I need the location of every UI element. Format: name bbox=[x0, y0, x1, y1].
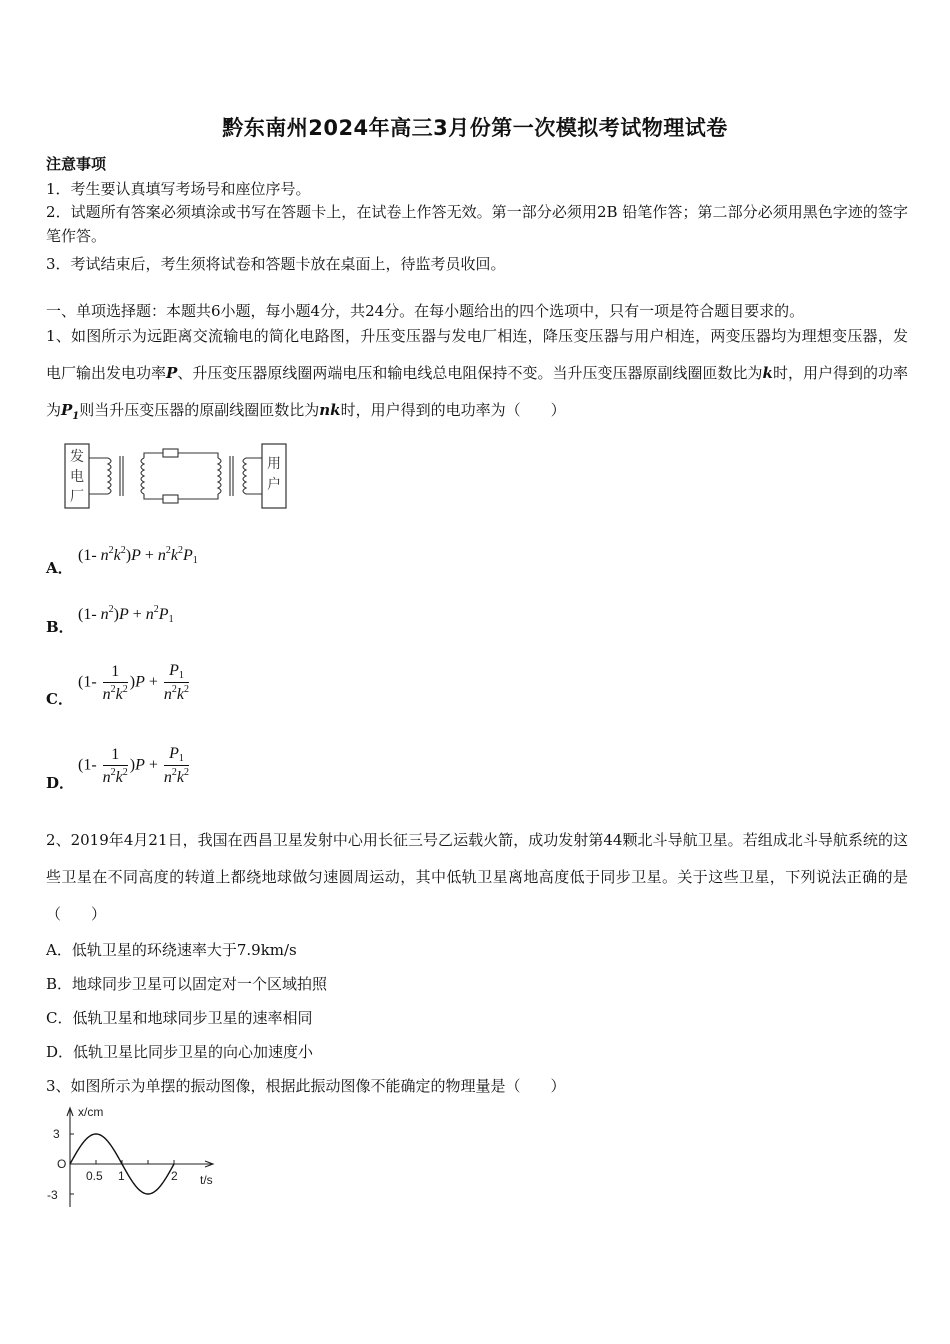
q1-symbol-P: P bbox=[166, 364, 178, 382]
question-1-stem bbox=[46, 318, 908, 435]
q1-symbol-k: k bbox=[762, 364, 773, 382]
q2-option-d: D．低轨卫星比同步卫星的向心加速度小 bbox=[46, 1043, 314, 1061]
q1-option-d-label: D． bbox=[46, 774, 75, 792]
step-down-secondary-coil bbox=[243, 458, 246, 494]
power-plant-label-2: 电 bbox=[70, 468, 84, 484]
q1-text-c: 时，用户得到的功率为 bbox=[46, 364, 908, 419]
notice-item-2: 2．试题所有答案必须填涂或书写在答题卡上，在试卷上作答无效。第一部分必须用2B 铅笔作答；第二部分必须用黑色字迹的签字笔作答。 bbox=[46, 203, 908, 245]
step-up-secondary-coil bbox=[141, 458, 144, 494]
y-tick-top: 3 bbox=[53, 1127, 60, 1141]
page-title: 黔东南州2024年高三3月份第一次模拟考试物理试卷 bbox=[222, 116, 728, 140]
section-heading: 一、单项选择题：本题共6小题，每小题4分，共24分。在每小题给出的四个选项中，只有一项是符合题目要求的。 bbox=[46, 302, 805, 320]
step-up-primary-coil bbox=[108, 458, 111, 494]
user-label-2: 户 bbox=[267, 476, 281, 492]
q1-text-e: 时，用户得到的电功率为（ ） bbox=[340, 401, 566, 419]
q1-option-d-formula: (1- $\frac{1}{n^2k^2}$ )P + $\frac{P1}{n^2k^2}$ bbox=[78, 745, 190, 786]
q1-option-b-label: B． bbox=[46, 618, 74, 636]
notice-heading: 注意事项 bbox=[46, 155, 107, 173]
q1-option-c-formula: (1- $\frac{1}{n^2k^2}$ )P + $\frac{P1}{n^2k^2}$ bbox=[78, 662, 190, 703]
q1-text-b: 、升压变压器原线圈两端电压和输电线总电阻保持不变。当升压变压器原副线圈匝数比为 bbox=[177, 364, 763, 382]
q1-text-d: 则当升压变压器的原副线圈匝数比为 bbox=[79, 401, 320, 419]
line-resistor-top bbox=[163, 449, 178, 457]
q2-option-a: A．低轨卫星的环绕速率大于7.9km/s bbox=[46, 941, 297, 959]
x-axis-label: t/s bbox=[200, 1173, 213, 1187]
y-tick-bottom: -3 bbox=[47, 1188, 58, 1202]
origin-label: O bbox=[57, 1157, 67, 1171]
q1-circuit-diagram bbox=[60, 438, 300, 514]
q1-option-c-label: C． bbox=[46, 690, 73, 708]
x-tick-0-5: 0.5 bbox=[86, 1169, 103, 1183]
notice-item-1: 1．考生要认真填写考场号和座位序号。 bbox=[46, 180, 311, 198]
x-tick-1: 1 bbox=[118, 1169, 125, 1183]
step-down-primary-coil bbox=[218, 458, 221, 494]
q1-text-a: 1、如图所示为远距离交流输电的简化电路图，升压变压器与发电厂相连，降压变压器与用户相连，两变压器均为理想变压器，发电厂输出发电功率 bbox=[46, 327, 908, 382]
power-plant-label-3: 厂 bbox=[70, 488, 84, 504]
y-axis-label: x/cm bbox=[78, 1105, 104, 1119]
notice-item-3: 3．考试结束后，考生须将试卷和答题卡放在桌面上，待监考员收回。 bbox=[46, 255, 506, 273]
q1-option-a-formula: (1- $n^2k^2)P + n^2k^2P1$ bbox=[78, 545, 198, 566]
line-resistor-bottom bbox=[163, 495, 178, 503]
q2-option-b: B．地球同步卫星可以固定对一个区域拍照 bbox=[46, 975, 328, 993]
question-2-stem: 2、2019年4月21日，我国在西昌卫星发射中心用长征三号乙运载火箭，成功发射第44颗北斗导航卫星。若组成北斗导航系统的这些卫星在不同高度的转道上都绕地球做匀速圆周运动，其中低轨卫星离地高度低于同步卫星。关于这些卫星，下列说法正确的是（ ） bbox=[46, 831, 908, 923]
q1-option-b-formula: (1- $n^2)P + n^2P1$ bbox=[78, 604, 174, 625]
x-tick-2: 2 bbox=[171, 1169, 178, 1183]
question-3-stem: 3、如图所示为单摆的振动图像，根据此振动图像不能确定的物理量是（ ） bbox=[46, 1077, 566, 1095]
user-label-1: 用 bbox=[267, 455, 281, 471]
power-plant-label-1: 发 bbox=[70, 448, 84, 464]
q1-symbol-P1: $P_1$ bbox=[61, 401, 80, 422]
q1-symbol-nk: nk bbox=[319, 401, 341, 419]
q2-option-c: C．低轨卫星和地球同步卫星的速率相同 bbox=[46, 1009, 313, 1027]
q3-oscillation-graph bbox=[40, 1102, 230, 1214]
q1-option-a-label: A． bbox=[46, 559, 73, 577]
